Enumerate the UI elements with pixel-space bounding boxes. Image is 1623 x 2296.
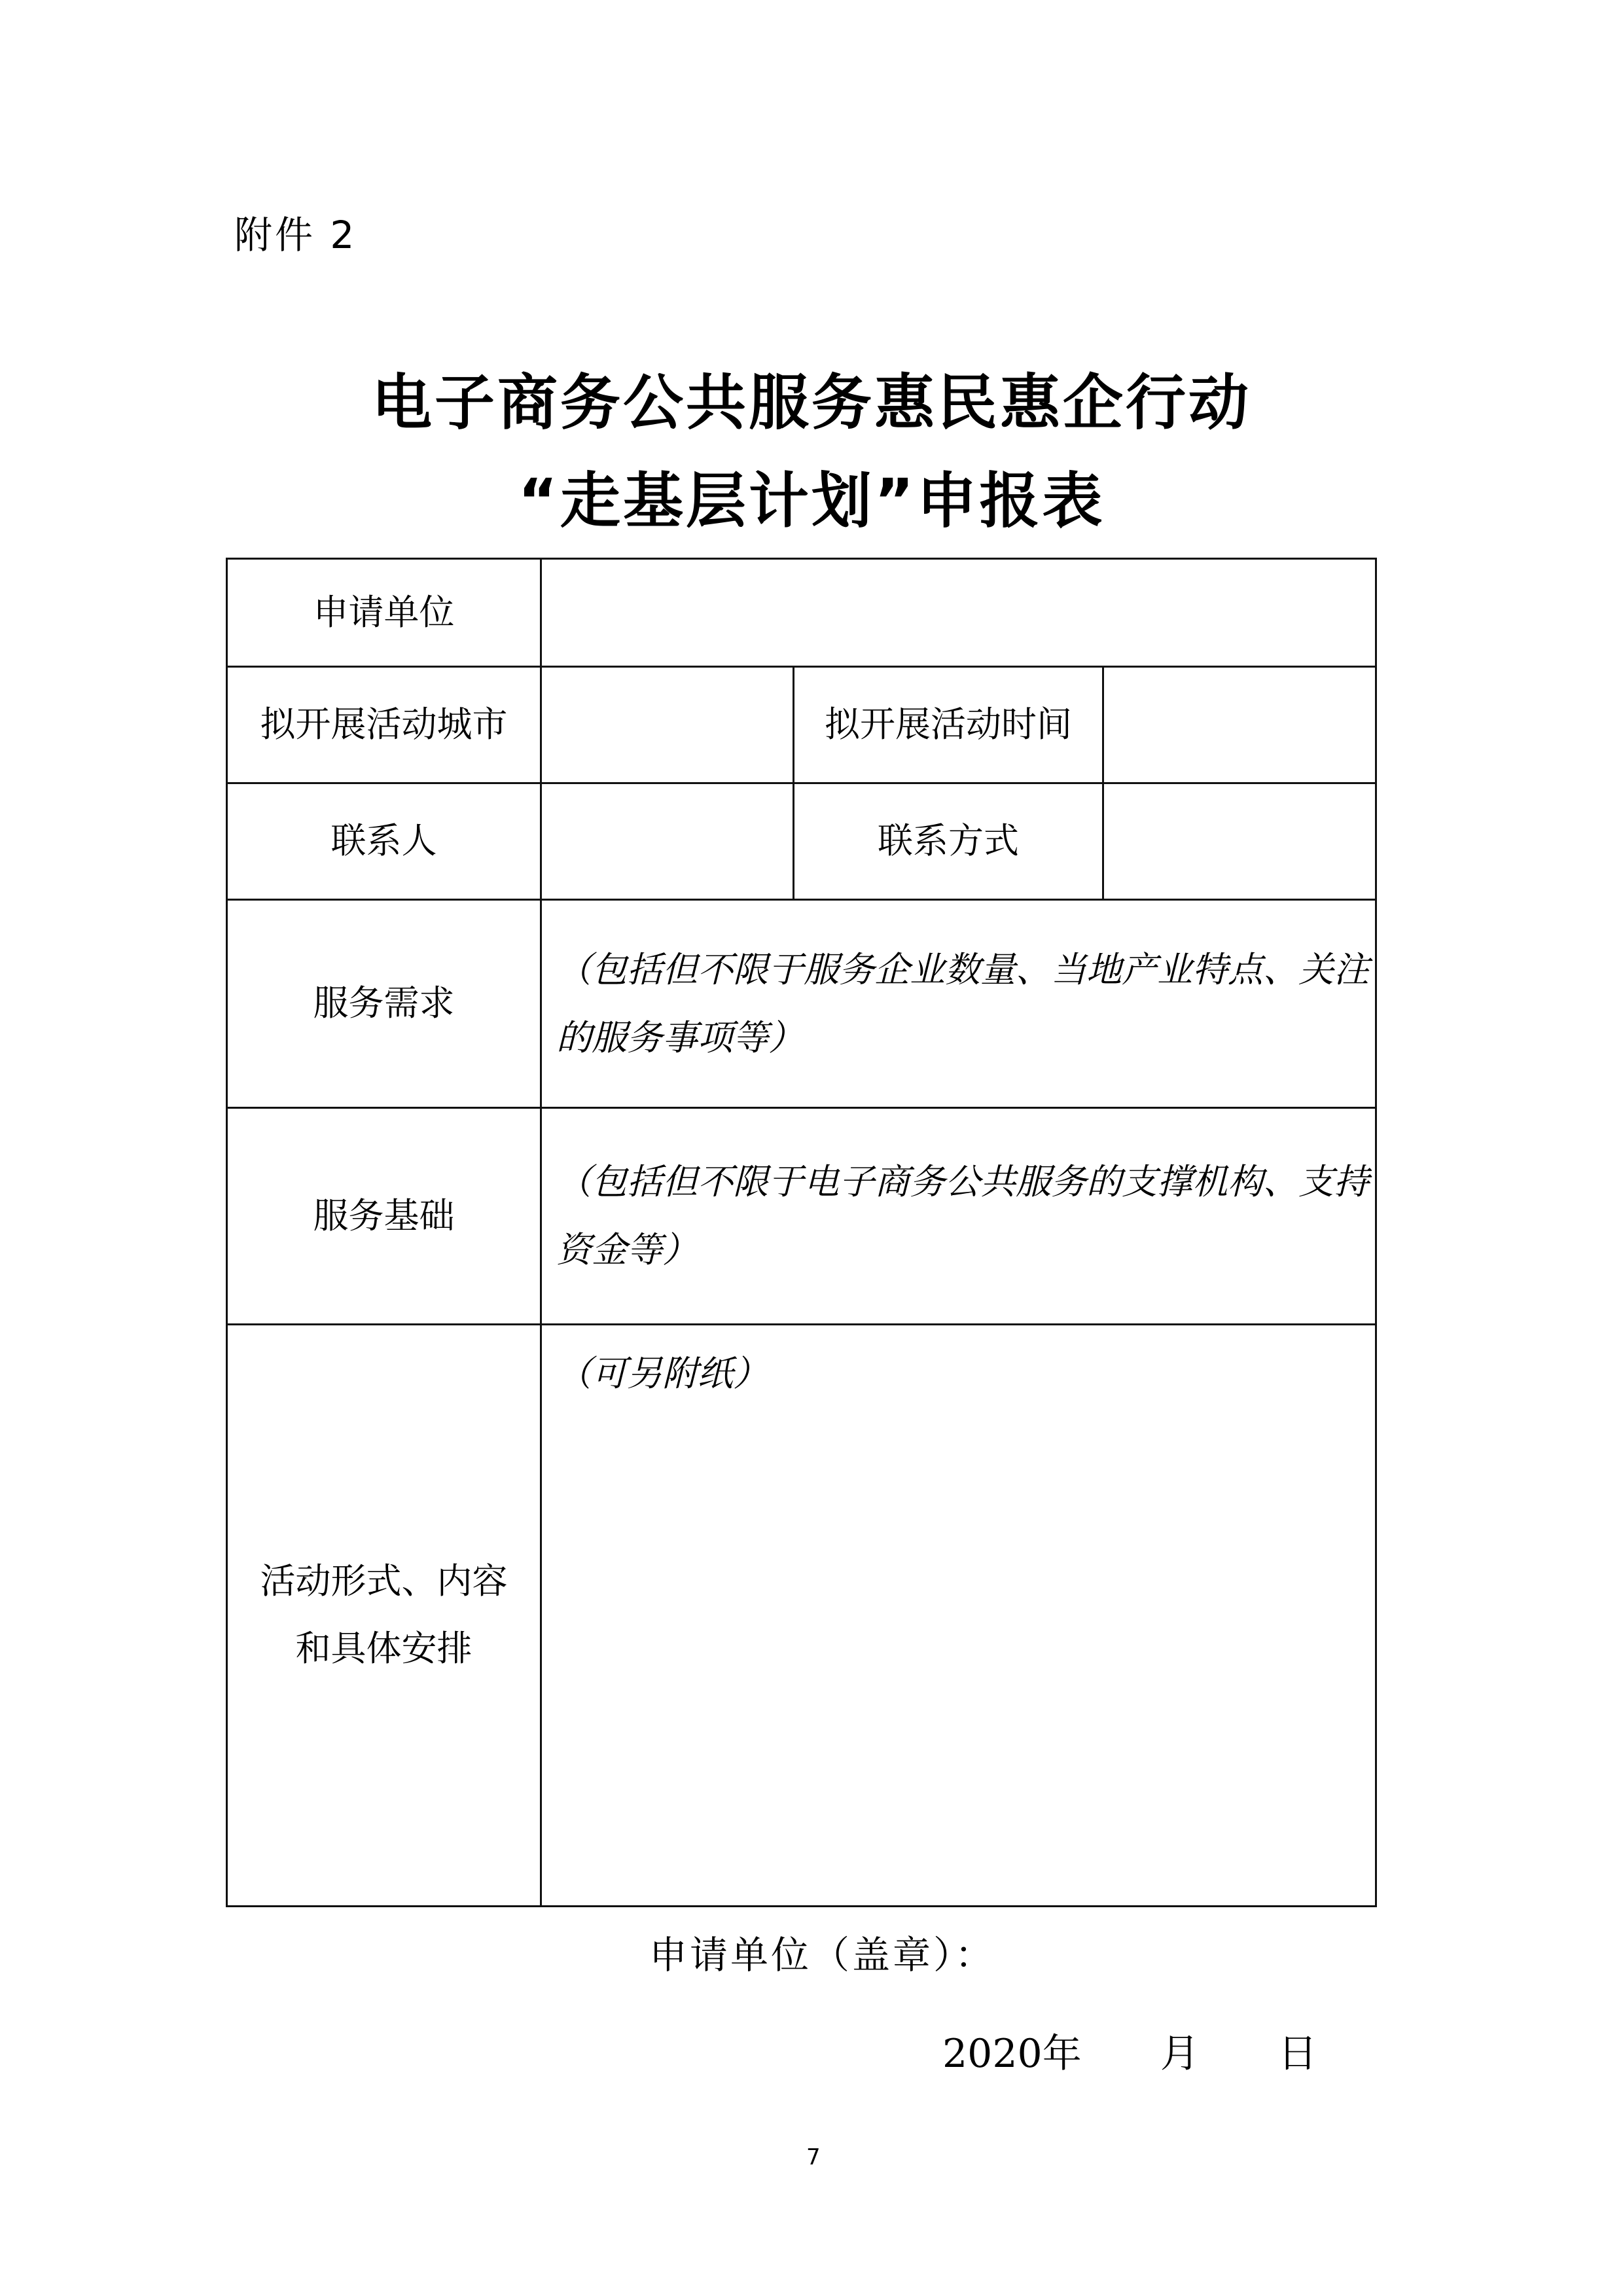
field-activity-plan[interactable] [541, 1325, 1376, 1907]
row-service-needs [227, 900, 1376, 1108]
service-foundation-hint: （包括但不限于电子商务公共服务的支撑机构、支持资金等） [556, 1161, 1369, 1270]
label-activity-plan [227, 1325, 541, 1907]
field-contact-person[interactable] [541, 783, 794, 900]
row-applicant [227, 559, 1376, 667]
label-contact-method: 联系方式 [794, 783, 1103, 900]
field-contact-method[interactable] [1103, 783, 1376, 900]
label-city: 拟开展活动城市 [227, 667, 541, 783]
label-activity-plan-line2: 和具体安排 [295, 1628, 473, 1669]
field-applicant[interactable] [541, 559, 1376, 667]
application-form-table [226, 558, 1377, 1907]
row-contact [227, 783, 1376, 900]
attachment-label: 附件 2 [234, 213, 357, 257]
field-city[interactable] [541, 667, 794, 783]
seal-label: 申请单位（盖章）： [649, 1933, 996, 1977]
label-activity-plan-line1: 活动形式、内容 [260, 1560, 508, 1602]
date-year-unit: 年 [1042, 2031, 1082, 2077]
label-contact-person: 联系人 [227, 783, 541, 900]
field-service-needs[interactable] [541, 900, 1376, 1108]
row-activity-plan [227, 1325, 1376, 1907]
row-city-time [227, 667, 1376, 783]
label-applicant: 申请单位 [227, 559, 541, 667]
date-line [942, 2022, 1317, 2079]
date-day-unit: 日 [1277, 2031, 1317, 2077]
label-time: 拟开展活动时间 [794, 667, 1103, 783]
field-service-foundation[interactable] [541, 1108, 1376, 1325]
label-service-foundation: 服务基础 [227, 1108, 541, 1325]
document-title-line2: “走基层计划”申报表 [518, 466, 1105, 536]
label-service-needs: 服务需求 [227, 900, 541, 1108]
document-title-line1: 电子商务公共服务惠民惠企行动 [371, 368, 1251, 438]
service-needs-hint: （包括但不限于服务企业数量、当地产业特点、关注的服务事项等） [556, 948, 1369, 1058]
row-service-foundation [227, 1108, 1376, 1325]
date-month-unit: 月 [1160, 2031, 1200, 2077]
activity-plan-hint: （可另附纸） [556, 1353, 768, 1394]
page-number: 7 [806, 2144, 821, 2170]
field-time[interactable] [1103, 667, 1376, 783]
date-year: 2020 [942, 2031, 1043, 2077]
